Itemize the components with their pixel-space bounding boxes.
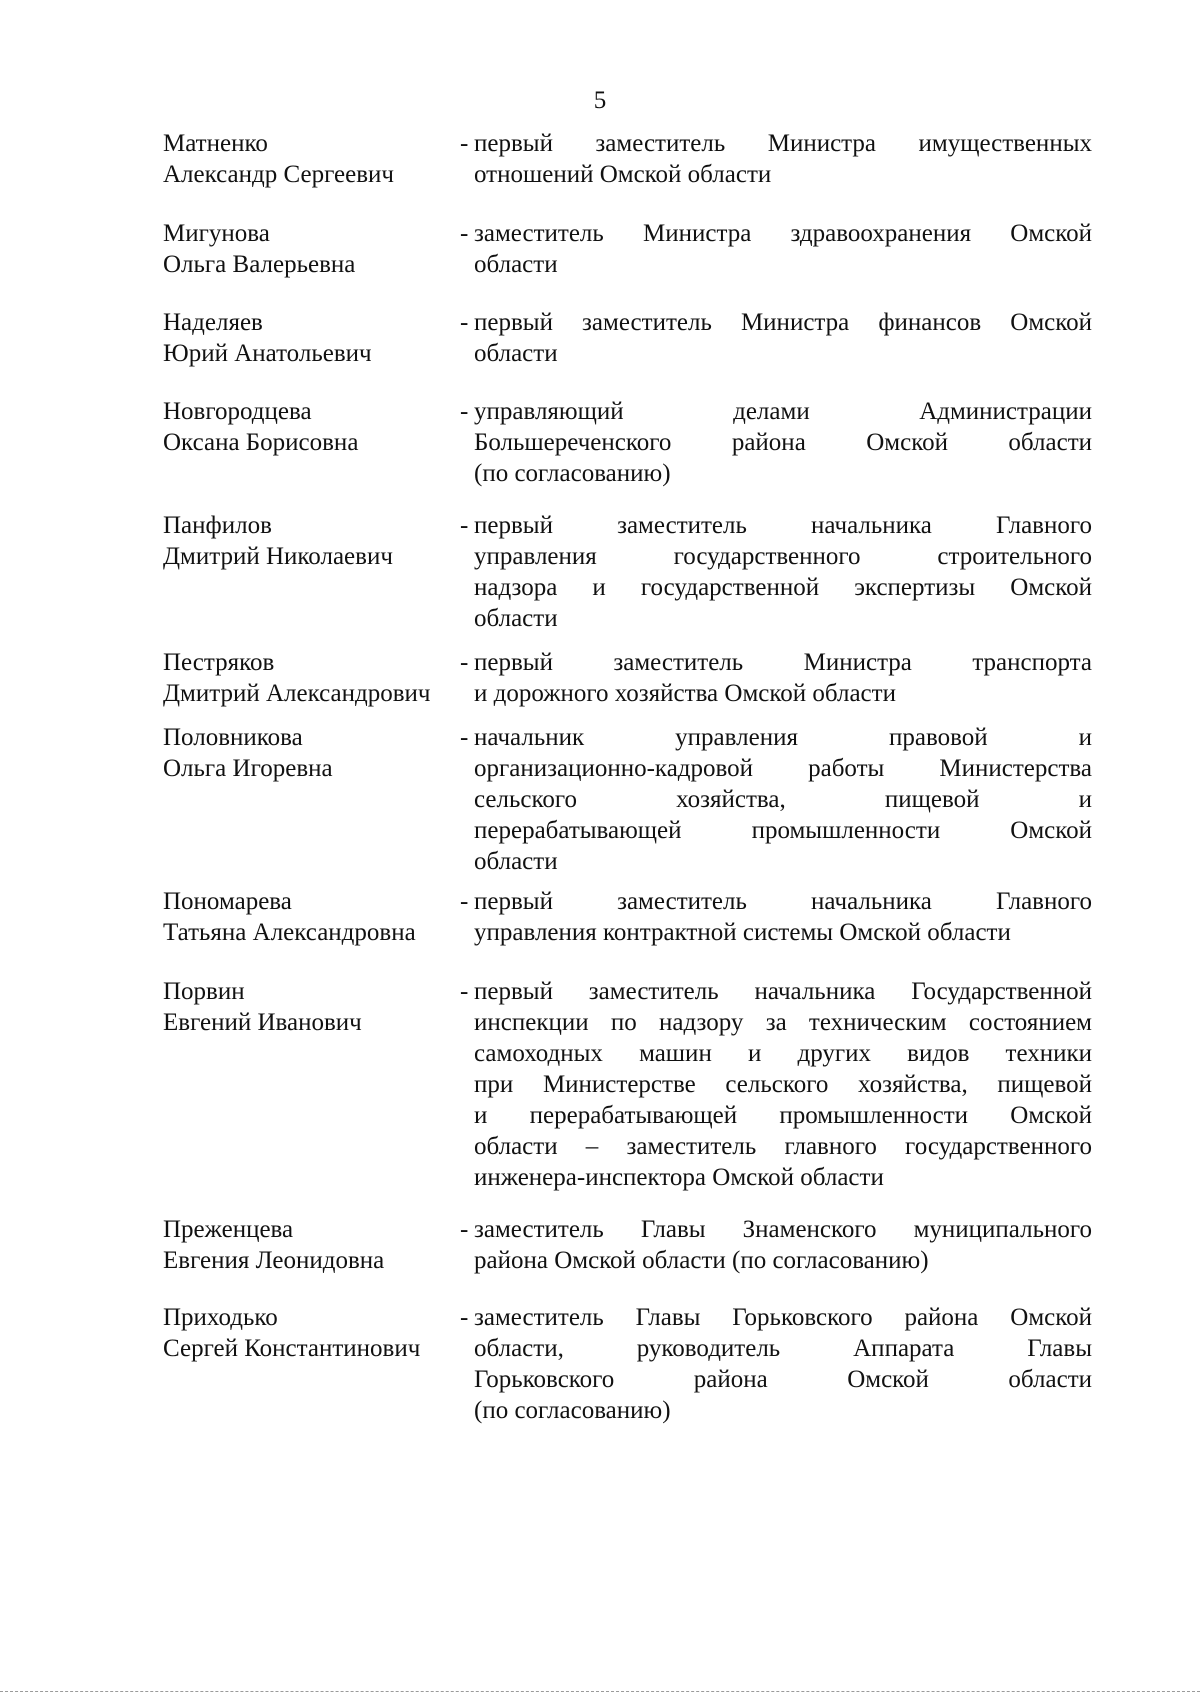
member-position bbox=[460, 307, 1092, 369]
position-line: сельского хозяйства, пищевой и bbox=[474, 786, 1092, 813]
member-name bbox=[163, 722, 463, 784]
member-name bbox=[163, 510, 463, 572]
list-dash: - bbox=[460, 512, 469, 539]
member-given-names: Дмитрий Александрович bbox=[163, 680, 431, 707]
position-line: области bbox=[474, 605, 558, 632]
member-position bbox=[460, 218, 1092, 280]
list-dash: - bbox=[460, 649, 469, 676]
list-dash: - bbox=[460, 309, 469, 336]
position-line: первый заместитель начальника Государственной bbox=[474, 978, 1092, 1005]
list-dash: - bbox=[460, 724, 469, 751]
position-line: первый заместитель Министра транспорта bbox=[474, 649, 1092, 676]
member-position bbox=[460, 396, 1092, 489]
position-line: инспекции по надзору за техническим состоянием bbox=[474, 1009, 1092, 1036]
position-line: управления государственного строительного bbox=[474, 543, 1092, 570]
position-line: первый заместитель Министра имущественных bbox=[474, 130, 1092, 157]
position-line: Горьковского района Омской области bbox=[474, 1366, 1092, 1393]
position-line: первый заместитель начальника Главного bbox=[474, 888, 1092, 915]
list-dash: - bbox=[460, 398, 469, 425]
position-line: управления контрактной системы Омской области bbox=[474, 919, 1011, 946]
position-line: управляющий делами Администрации bbox=[474, 398, 1092, 425]
member-given-names: Татьяна Александровна bbox=[163, 919, 416, 946]
list-dash: - bbox=[460, 220, 469, 247]
member-position bbox=[460, 128, 1092, 190]
member-surname: Мигунова bbox=[163, 220, 270, 247]
list-dash: - bbox=[460, 978, 469, 1005]
position-line: самоходных машин и других видов техники bbox=[474, 1040, 1092, 1067]
position-line: надзора и государственной экспертизы Омской bbox=[474, 574, 1092, 601]
member-given-names: Дмитрий Николаевич bbox=[163, 543, 393, 570]
member-surname: Преженцева bbox=[163, 1216, 294, 1243]
position-line: первый заместитель Министра финансов Омской bbox=[474, 309, 1092, 336]
member-given-names: Ольга Игоревна bbox=[163, 755, 333, 782]
member-surname: Новгородцева bbox=[163, 398, 312, 425]
position-line: области bbox=[474, 848, 558, 875]
member-name bbox=[163, 647, 463, 709]
position-line: заместитель Главы Горьковского района Омской bbox=[474, 1304, 1092, 1331]
member-name bbox=[163, 218, 463, 280]
position-line: области bbox=[474, 251, 558, 278]
position-line: Большереченского района Омской области bbox=[474, 429, 1092, 456]
member-position bbox=[460, 1302, 1092, 1426]
member-name bbox=[163, 976, 463, 1038]
member-name bbox=[163, 1214, 463, 1276]
position-line: (по согласованию) bbox=[474, 1397, 671, 1424]
member-surname: Порвин bbox=[163, 978, 245, 1005]
position-line: инженера-инспектора Омской области bbox=[474, 1164, 884, 1191]
member-given-names: Сергей Константинович bbox=[163, 1335, 421, 1362]
member-name bbox=[163, 1302, 463, 1364]
member-surname: Приходько bbox=[163, 1304, 278, 1331]
member-surname: Матненко bbox=[163, 130, 268, 157]
member-given-names: Оксана Борисовна bbox=[163, 429, 359, 456]
member-position bbox=[460, 886, 1092, 948]
position-line: начальник управления правовой и bbox=[474, 724, 1092, 751]
position-line: заместитель Министра здравоохранения Омской bbox=[474, 220, 1092, 247]
position-line: организационно-кадровой работы Министерства bbox=[474, 755, 1092, 782]
member-name bbox=[163, 128, 463, 190]
member-surname: Наделяев bbox=[163, 309, 263, 336]
member-position bbox=[460, 722, 1092, 877]
position-line: заместитель Главы Знаменского муниципального bbox=[474, 1216, 1092, 1243]
member-surname: Пономарева bbox=[163, 888, 292, 915]
member-name bbox=[163, 396, 463, 458]
position-line: области bbox=[474, 340, 558, 367]
position-line: (по согласованию) bbox=[474, 460, 671, 487]
position-line: первый заместитель начальника Главного bbox=[474, 512, 1092, 539]
member-surname: Пестряков bbox=[163, 649, 275, 676]
list-dash: - bbox=[460, 888, 469, 915]
member-given-names: Ольга Валерьевна bbox=[163, 251, 356, 278]
position-line: области, руководитель Аппарата Главы bbox=[474, 1335, 1092, 1362]
list-dash: - bbox=[460, 1304, 469, 1331]
member-name bbox=[163, 886, 463, 948]
position-line: перерабатывающей промышленности Омской bbox=[474, 817, 1092, 844]
page-number: 5 bbox=[593, 87, 607, 114]
position-line: отношений Омской области bbox=[474, 161, 772, 188]
member-given-names: Евгений Иванович bbox=[163, 1009, 362, 1036]
member-given-names: Евгения Леонидовна bbox=[163, 1247, 385, 1274]
member-given-names: Юрий Анатольевич bbox=[163, 340, 372, 367]
member-position bbox=[460, 647, 1092, 709]
member-position bbox=[460, 1214, 1092, 1276]
member-given-names: Александр Сергеевич bbox=[163, 161, 394, 188]
position-line: и перерабатывающей промышленности Омской bbox=[474, 1102, 1092, 1129]
member-position bbox=[460, 976, 1092, 1193]
position-line: области – заместитель главного государственного bbox=[474, 1133, 1092, 1160]
position-line: и дорожного хозяйства Омской области bbox=[474, 680, 896, 707]
member-position bbox=[460, 510, 1092, 634]
member-surname: Половникова bbox=[163, 724, 303, 751]
position-line: района Омской области (по согласованию) bbox=[474, 1247, 929, 1274]
position-line: при Министерстве сельского хозяйства, пищевой bbox=[474, 1071, 1092, 1098]
list-dash: - bbox=[460, 1216, 469, 1243]
member-name bbox=[163, 307, 463, 369]
bottom-scan-rule bbox=[0, 1691, 1200, 1692]
member-surname: Панфилов bbox=[163, 512, 272, 539]
list-dash: - bbox=[460, 130, 469, 157]
